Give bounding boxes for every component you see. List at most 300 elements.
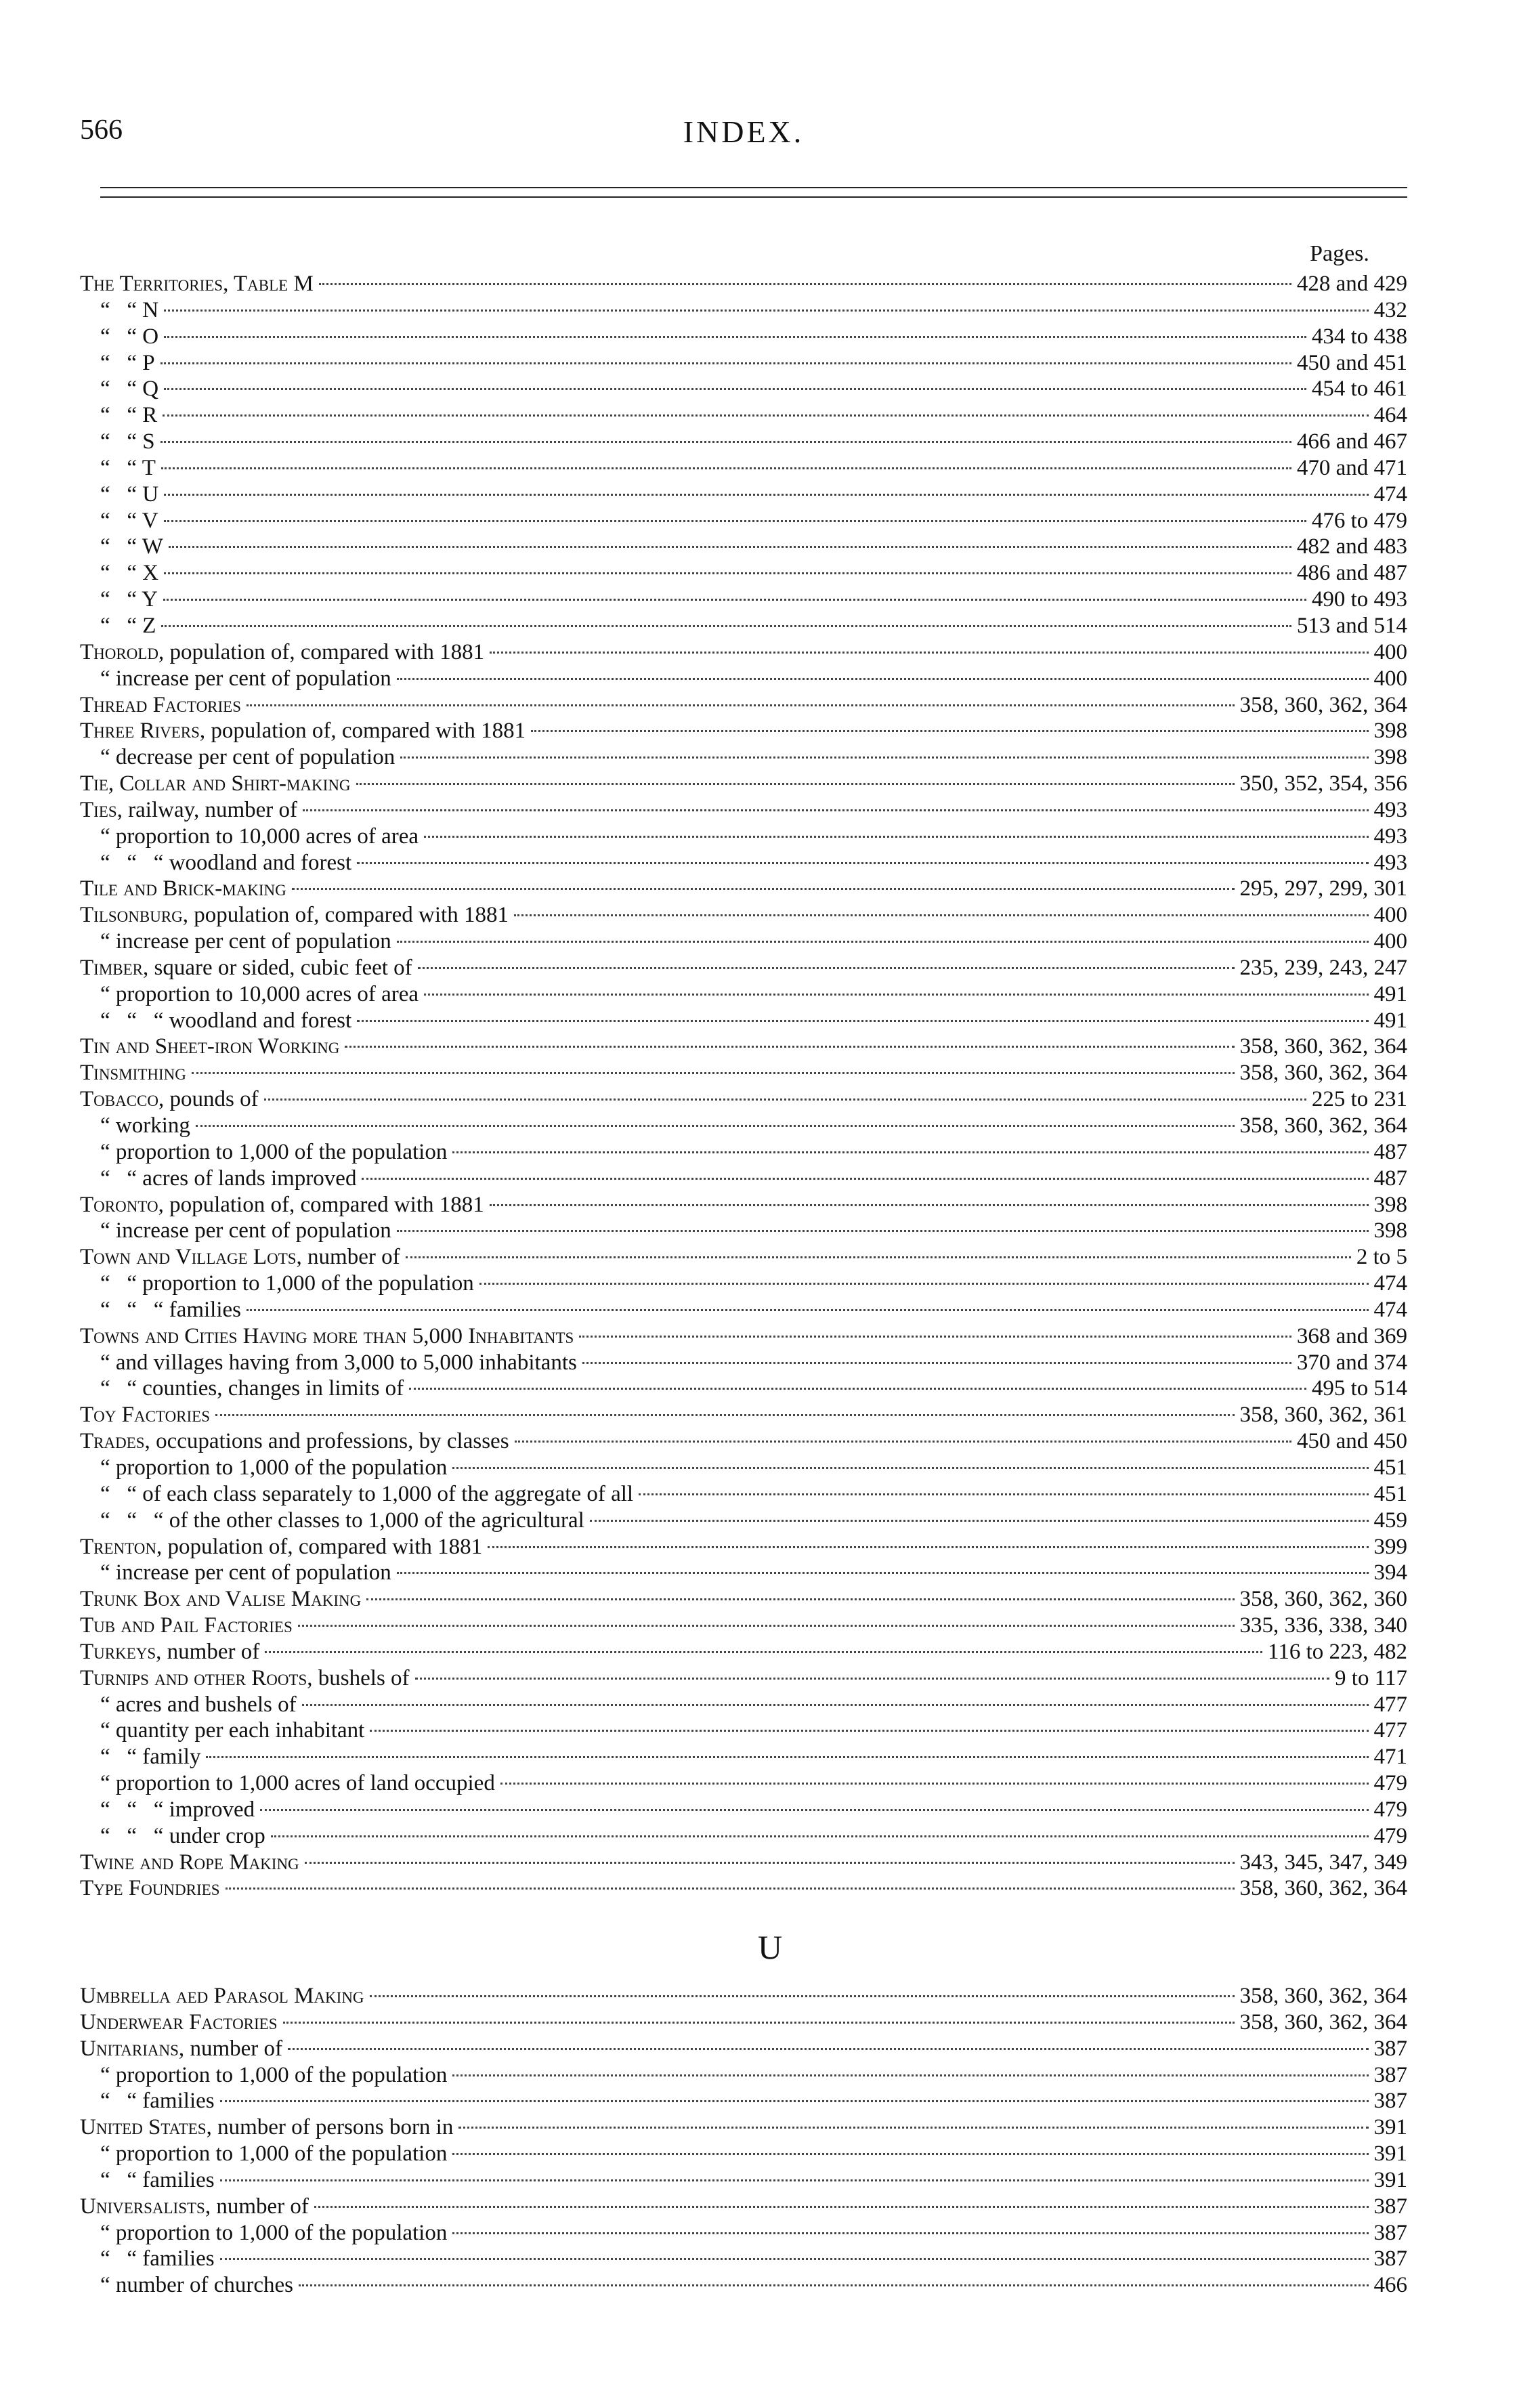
entry-pages: 450 and 450 [1296, 1429, 1407, 1454]
entry-text [80, 797, 297, 824]
entry-text [80, 1297, 241, 1323]
entry-pages: 398 [1373, 1218, 1407, 1243]
entry-text [80, 1139, 447, 1166]
index-entry [80, 744, 1407, 771]
entry-term: Turkeys, [80, 1639, 162, 1664]
index-entry [80, 1983, 1407, 2009]
ditto-mark: “ “ [100, 2089, 137, 2114]
entry-pages: 432 [1373, 297, 1407, 322]
entry-text [80, 2246, 215, 2272]
index-entry [80, 902, 1407, 929]
ditto-mark: “ [100, 1718, 110, 1743]
dot-leader [452, 2074, 1368, 2076]
entry-term: Unitarians, [80, 2036, 185, 2061]
entry-term: Trenton, [80, 1534, 163, 1559]
ditto-mark: “ “ “ [100, 1797, 164, 1822]
entry-text [80, 1665, 410, 1692]
index-entry [80, 1665, 1407, 1692]
entry-subterm: N [142, 297, 159, 322]
index-entry [80, 560, 1407, 587]
dot-leader [299, 2284, 1369, 2286]
entry-text [80, 1508, 584, 1534]
entry-subterm: T [142, 455, 156, 480]
entry-pages: 343, 345, 347, 349 [1239, 1850, 1407, 1875]
entry-pages: 474 [1373, 1297, 1407, 1322]
index-entry [80, 1508, 1407, 1534]
ditto-mark: “ “ [100, 455, 137, 480]
dot-leader [220, 2258, 1369, 2260]
index-entry [80, 1823, 1407, 1850]
index-entry [80, 1323, 1407, 1350]
entry-subterm: V [142, 508, 158, 533]
entry-pages: 493 [1373, 797, 1407, 822]
entry-subterm: occupations and professions, by classes [156, 1429, 509, 1454]
section-letter-heading: U [757, 1928, 783, 1966]
entry-subterm: counties, changes in limits of [142, 1376, 404, 1401]
entry-subterm: O [142, 324, 159, 349]
dot-leader [303, 809, 1368, 811]
entry-subterm: S [142, 429, 155, 454]
entry-subterm: working [115, 1113, 190, 1138]
entry-text [80, 1560, 391, 1586]
entry-pages: 476 to 479 [1311, 508, 1407, 533]
entry-text [80, 824, 419, 850]
entry-text [80, 2114, 453, 2141]
ditto-mark: “ “ [100, 1745, 137, 1770]
entry-text [80, 902, 509, 929]
dot-leader [345, 1046, 1234, 1048]
index-entry [80, 1376, 1407, 1402]
entry-subterm: X [142, 561, 159, 586]
entry-subterm: R [142, 403, 158, 428]
entry-pages: 358, 360, 362, 361 [1239, 1403, 1407, 1428]
entry-pages: 387 [1373, 2062, 1407, 2087]
index-entry [80, 1770, 1407, 1797]
index-entry [80, 1692, 1407, 1718]
entry-text [80, 1166, 356, 1192]
dot-leader [515, 1441, 1291, 1443]
entry-text [80, 744, 395, 771]
dot-leader [192, 1072, 1235, 1074]
entry-pages: 391 [1373, 2141, 1407, 2167]
ditto-mark: “ [100, 981, 110, 1006]
index-entry [80, 955, 1407, 981]
index-entry [80, 587, 1407, 613]
dot-leader [424, 994, 1368, 996]
entry-pages: 491 [1373, 1008, 1407, 1033]
entry-pages: 479 [1373, 1797, 1407, 1822]
entry-subterm: number of persons born in [217, 2115, 454, 2140]
entry-text [80, 271, 314, 297]
entry-pages: 450 and 451 [1296, 350, 1407, 375]
ditto-mark: “ “ [100, 508, 137, 533]
dot-leader [406, 1256, 1351, 1258]
entry-subterm: number of [307, 1245, 400, 1270]
entry-subterm: population of, compared with 1881 [169, 1192, 484, 1217]
ditto-mark: “ [100, 2141, 110, 2167]
entry-pages: 487 [1373, 1139, 1407, 1164]
dot-leader [356, 783, 1235, 785]
entry-pages: 400 [1373, 903, 1407, 928]
index-entry [80, 324, 1407, 350]
entry-text [80, 1113, 190, 1139]
ditto-mark: “ “ [100, 1271, 137, 1296]
dot-leader [163, 414, 1368, 417]
index-entry [80, 482, 1407, 508]
entry-pages: 451 [1373, 1455, 1407, 1480]
dot-leader [452, 1467, 1368, 1469]
entry-text [80, 1534, 482, 1560]
entry-text [80, 2088, 215, 2114]
entry-subterm: population of, compared with 1881 [169, 639, 485, 664]
entry-term: Thread Factories [80, 692, 242, 717]
entry-text [80, 1402, 210, 1428]
entry-subterm: increase per cent of population [115, 1218, 391, 1243]
ditto-mark: “ “ [100, 377, 137, 402]
entry-text [80, 639, 484, 666]
ditto-mark: “ “ “ [100, 1823, 164, 1848]
entry-pages: 387 [1373, 2194, 1407, 2219]
entry-subterm: W [142, 534, 163, 559]
entry-subterm: improved [169, 1797, 255, 1822]
ditto-mark: “ [100, 1113, 110, 1138]
entry-pages: 486 and 487 [1296, 561, 1407, 586]
entry-pages: 295, 297, 299, 301 [1239, 876, 1407, 901]
index-entry [80, 429, 1407, 455]
entry-text [80, 402, 157, 429]
ditto-mark: “ “ [100, 587, 137, 612]
dot-leader [319, 283, 1291, 285]
header-rule [100, 187, 1407, 188]
entry-pages: 471 [1373, 1745, 1407, 1770]
dot-leader [302, 1704, 1369, 1706]
ditto-mark: “ [100, 824, 110, 849]
entry-pages: 400 [1373, 639, 1407, 664]
entry-subterm: proportion to 1,000 of the population [142, 1271, 474, 1296]
index-entry [80, 2114, 1407, 2141]
entry-text [80, 1218, 391, 1244]
ditto-mark: “ “ “ [100, 1508, 164, 1533]
entry-text [80, 1455, 447, 1481]
entry-text [80, 1875, 220, 1902]
index-entry [80, 1875, 1407, 1902]
entry-pages: 400 [1373, 666, 1407, 691]
entry-pages: 391 [1373, 2115, 1407, 2140]
entry-pages: 9 to 117 [1335, 1665, 1407, 1690]
entry-text [80, 1481, 633, 1508]
entry-pages: 493 [1373, 850, 1407, 875]
index-entry [80, 824, 1407, 850]
entry-subterm: proportion to 1,000 of the population [115, 1139, 448, 1164]
entry-subterm: woodland and forest [169, 1008, 352, 1033]
entry-text [80, 508, 158, 534]
entry-pages: 358, 360, 362, 364 [1239, 1061, 1407, 1086]
entry-subterm: population of, compared with 1881 [167, 1534, 483, 1559]
index-entry [80, 1797, 1407, 1823]
dot-leader [397, 1230, 1369, 1232]
entry-term: Three Rivers, [80, 719, 206, 744]
entry-pages: 493 [1373, 824, 1407, 849]
ditto-mark: “ “ [100, 2167, 137, 2192]
entry-pages: 350, 352, 354, 356 [1239, 771, 1407, 796]
dot-leader [590, 1520, 1369, 1522]
ditto-mark: “ [100, 1560, 110, 1585]
entry-subterm: families [142, 2167, 215, 2192]
entry-text [80, 1192, 484, 1218]
index-entry [80, 455, 1407, 482]
entry-pages: 358, 360, 362, 364 [1239, 692, 1407, 717]
entry-pages: 466 [1373, 2273, 1407, 2298]
index-entry [80, 534, 1407, 560]
page-header [80, 114, 1407, 154]
entry-text [80, 1008, 351, 1034]
entry-subterm: number of [190, 2036, 282, 2061]
entry-text [80, 1586, 361, 1613]
entry-term: Tie, Collar and Shirt-making [80, 771, 351, 796]
dot-leader [220, 2100, 1369, 2102]
entry-text [80, 2220, 447, 2246]
dot-leader [164, 572, 1291, 574]
entry-text [80, 1770, 495, 1797]
dot-leader [418, 967, 1235, 969]
dot-leader [292, 888, 1235, 890]
entry-pages: 477 [1373, 1718, 1407, 1743]
entry-term: Towns and Cities Having more than 5,000 Inhabitants [80, 1323, 574, 1348]
entry-text [80, 482, 158, 508]
entry-text [80, 1376, 404, 1402]
index-entry [80, 402, 1407, 429]
dot-leader [163, 599, 1306, 601]
entry-text [80, 2009, 278, 2036]
index-entry [80, 1113, 1407, 1139]
entry-pages: 470 and 471 [1296, 455, 1407, 480]
entry-text [80, 2167, 215, 2194]
index-entry [80, 1244, 1407, 1271]
entry-text [80, 718, 526, 744]
index-entry [80, 2009, 1407, 2036]
index-entry [80, 1586, 1407, 1613]
index-entry [80, 1744, 1407, 1770]
index-entry [80, 1086, 1407, 1113]
entry-text [80, 2036, 282, 2062]
dot-leader [357, 862, 1368, 864]
entry-pages: 428 and 429 [1296, 272, 1407, 296]
index-entry [80, 850, 1407, 876]
entry-text [80, 1850, 299, 1876]
index-entry [80, 1033, 1407, 1060]
dot-leader [161, 625, 1291, 627]
entry-pages: 394 [1373, 1560, 1407, 1585]
dot-leader [164, 520, 1306, 522]
dot-leader [452, 2232, 1368, 2234]
ditto-mark: “ [100, 929, 110, 954]
dot-leader [400, 756, 1368, 759]
entry-pages: 454 to 461 [1311, 377, 1407, 402]
index-entry [80, 2194, 1407, 2220]
entry-text [80, 1983, 364, 2009]
index-entry [80, 1218, 1407, 1244]
dot-leader [164, 494, 1368, 496]
entry-pages: 400 [1373, 929, 1407, 954]
index-entry [80, 297, 1407, 324]
dot-leader [206, 1756, 1368, 1758]
entry-subterm: population of, compared with 1881 [194, 903, 509, 928]
index-entry [80, 2220, 1407, 2246]
entry-pages: 466 and 467 [1296, 429, 1407, 454]
entry-pages: 2 to 5 [1356, 1245, 1407, 1270]
index-entry [80, 1350, 1407, 1376]
entry-term: Trunk Box and Valise Making [80, 1587, 362, 1612]
ditto-mark: “ [100, 2273, 110, 2298]
entry-pages: 451 [1373, 1481, 1407, 1506]
dot-leader [362, 1178, 1368, 1180]
ditto-mark: “ “ [100, 534, 137, 559]
entry-text [80, 324, 158, 350]
entry-pages: 474 [1373, 482, 1407, 507]
dot-leader [424, 836, 1368, 838]
entry-subterm: under crop [169, 1823, 265, 1848]
entry-subterm: proportion to 10,000 acres of area [115, 824, 419, 849]
entry-term: Thorold, [80, 639, 165, 664]
index-entry [80, 2036, 1407, 2062]
ditto-mark: “ “ [100, 350, 137, 375]
ditto-mark: “ [100, 1139, 110, 1164]
dot-leader [639, 1493, 1368, 1495]
index-entry [80, 1428, 1407, 1455]
page-number: 566 [80, 114, 123, 146]
dot-leader [397, 678, 1369, 680]
entry-text [80, 2194, 309, 2220]
entry-subterm: Z [142, 613, 156, 638]
dot-leader [164, 336, 1306, 338]
entry-text [80, 929, 391, 955]
dot-leader [452, 2153, 1368, 2155]
entry-pages: 434 to 438 [1311, 324, 1407, 349]
entry-subterm: proportion to 1,000 of the population [115, 2062, 448, 2087]
entry-pages: 225 to 231 [1311, 1087, 1407, 1112]
index-entry [80, 1718, 1407, 1744]
entry-text [80, 2062, 447, 2089]
dot-leader [579, 1336, 1291, 1338]
entry-term: Tub and Pail Factories [80, 1613, 293, 1638]
index-entry [80, 508, 1407, 534]
index-entry [80, 797, 1407, 824]
entry-term: Turnips and other Roots, [80, 1665, 313, 1690]
entry-subterm: families [169, 1297, 242, 1322]
entry-subterm: M [293, 272, 314, 296]
entry-text [80, 1428, 509, 1455]
entry-term: Tobacco, [80, 1087, 165, 1112]
entry-term: Underwear Factories [80, 2009, 278, 2034]
running-head: INDEX. [683, 114, 805, 149]
ditto-mark: “ “ [100, 482, 137, 507]
entry-pages: 398 [1373, 745, 1407, 770]
entry-subterm: proportion to 1,000 of the population [115, 1455, 448, 1480]
ditto-mark: “ [100, 1455, 110, 1480]
entry-term: Timber, [80, 955, 149, 980]
entry-term: Tinsmithing [80, 1061, 186, 1086]
dot-leader [196, 1125, 1235, 1127]
entry-pages: 479 [1373, 1771, 1407, 1796]
entry-pages: 398 [1373, 1192, 1407, 1217]
index-entry [80, 876, 1407, 902]
entry-pages: 370 and 374 [1296, 1350, 1407, 1375]
entry-pages: 399 [1373, 1534, 1407, 1559]
dot-leader [226, 1888, 1235, 1890]
index-entry [80, 2167, 1407, 2194]
index-entry [80, 1850, 1407, 1876]
entry-pages: 513 and 514 [1296, 613, 1407, 638]
entry-pages: 116 to 223, 482 [1268, 1639, 1407, 1664]
entry-subterm: increase per cent of population [115, 929, 391, 954]
entry-text [80, 1692, 297, 1718]
ditto-mark: “ [100, 2220, 110, 2245]
entry-subterm: increase per cent of population [115, 666, 391, 691]
entry-text [80, 1744, 200, 1770]
entry-text [80, 1323, 574, 1350]
index-entry [80, 2141, 1407, 2167]
entry-subterm: number of churches [115, 2273, 293, 2298]
dot-leader [514, 914, 1369, 916]
entry-subterm: of each class separately to 1,000 of the aggregate of all [142, 1481, 634, 1506]
index-entry [80, 350, 1407, 377]
entry-subterm: of the other classes to 1,000 of the agricultural [169, 1508, 584, 1533]
dot-leader [357, 1020, 1368, 1022]
entry-text [80, 955, 412, 981]
entry-text [80, 1797, 255, 1823]
dot-leader [288, 2048, 1369, 2050]
entry-text [80, 1639, 259, 1665]
ditto-mark: “ “ [100, 2246, 137, 2272]
entry-term: Tin and Sheet-iron Working [80, 1034, 340, 1059]
entry-subterm: Y [142, 587, 158, 612]
dot-leader [500, 1783, 1369, 1785]
entry-subterm: proportion to 1,000 acres of land occupied [115, 1771, 495, 1796]
entry-text [80, 297, 158, 324]
dot-leader [452, 1151, 1368, 1153]
entry-subterm: pounds of [169, 1087, 259, 1112]
entry-pages: 474 [1373, 1271, 1407, 1296]
dot-leader [397, 1572, 1369, 1574]
ditto-mark: “ “ [100, 561, 137, 586]
index-entry [80, 1008, 1407, 1034]
ditto-mark: “ “ [100, 403, 137, 428]
entry-pages: 358, 360, 362, 364 [1239, 1034, 1407, 1059]
entry-text [80, 587, 158, 613]
entry-text [80, 771, 351, 797]
index-entry [80, 1166, 1407, 1192]
dot-leader [161, 467, 1291, 469]
entry-text [80, 1060, 186, 1086]
entry-subterm: number of [167, 1639, 260, 1664]
index-entry [80, 2062, 1407, 2089]
entry-text [80, 1718, 364, 1744]
index-entry [80, 1060, 1407, 1086]
dot-leader [305, 1862, 1235, 1864]
entry-term: Twine and Rope Making [80, 1850, 299, 1875]
ditto-mark: “ [100, 745, 110, 770]
entry-pages: 368 and 369 [1296, 1323, 1407, 1348]
dot-leader [479, 1283, 1369, 1285]
entry-subterm: proportion to 10,000 acres of area [115, 981, 419, 1006]
entry-subterm: family [142, 1745, 201, 1770]
dot-leader [164, 388, 1306, 390]
dot-leader [164, 310, 1368, 312]
entry-subterm: P [142, 350, 155, 375]
index-entry [80, 929, 1407, 955]
index-entry [80, 1402, 1407, 1428]
entry-text [80, 1033, 339, 1060]
